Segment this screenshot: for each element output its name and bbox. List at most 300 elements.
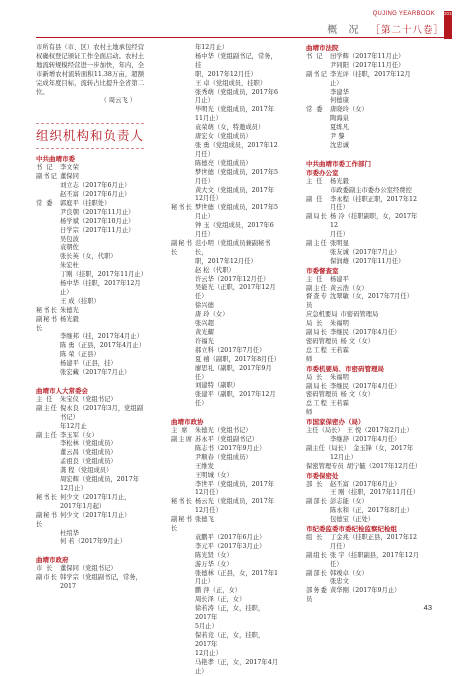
person-row	[171, 605, 279, 623]
position-label	[36, 449, 60, 458]
person-name: 苏永平（党组副书记）	[195, 435, 258, 443]
position-label: 副秘书长	[171, 516, 193, 533]
person-name: 张秀萌（党组成员，2017年6月止）	[195, 88, 279, 105]
position-label: 主任（局长）	[306, 427, 344, 435]
person-name: 胡宁毓（2017年12月任）	[346, 462, 422, 470]
person-row	[306, 311, 420, 320]
person-row	[36, 218, 144, 227]
position-label: 副局长	[306, 382, 328, 390]
position-label: 副部长	[306, 498, 328, 506]
group-heading: 曲靖市政府	[36, 556, 69, 565]
person-row	[171, 472, 279, 481]
person-name: 郭庭平（挂职处）	[60, 199, 111, 207]
person-name: 廖思礼（副职，2017年9月任）	[195, 364, 272, 381]
person-name: 李继民（2017年4月任）	[330, 382, 401, 390]
person-name: 李继辞（2017年4月任）	[330, 435, 401, 443]
position-label	[36, 280, 60, 298]
person-name: 金玉锋（女，2017年	[353, 444, 414, 452]
position-label	[306, 436, 330, 445]
person-name: 李文荣	[60, 164, 79, 172]
person-name: 保若竞（正，女，挂职，2017年	[195, 631, 265, 648]
position-label: 副主任	[36, 431, 58, 439]
person-row	[306, 240, 420, 249]
person-name: 李光评（挂职，2017年12月止）	[330, 70, 411, 87]
person-row	[36, 342, 144, 351]
person-row	[36, 440, 144, 449]
person-name: 职，2017年12月任）	[195, 257, 257, 265]
position-label	[171, 445, 195, 454]
position-label: 副书记	[36, 173, 58, 181]
position-label	[306, 249, 330, 258]
person-row	[306, 276, 420, 285]
group-heading: 中共曲靖市委工作部门	[306, 159, 371, 168]
person-name: 职，2017年12月任）	[195, 70, 257, 78]
person-name: 唐 玲（女）	[195, 311, 229, 319]
person-row	[306, 436, 420, 445]
person-row	[306, 347, 420, 365]
person-name: 刘立志（2017年6月止）	[60, 182, 131, 190]
position-label	[306, 133, 330, 142]
running-header	[327, 21, 444, 36]
person-row	[306, 454, 420, 463]
person-name: 陈志书（2017年9月止）	[195, 444, 266, 452]
position-label: 副组长	[306, 551, 328, 559]
position-label	[36, 253, 60, 262]
position-label: 常 委	[306, 106, 324, 114]
person-name: 杨 文（女）	[340, 391, 374, 399]
group-heading: 曲靖市法院	[306, 44, 339, 52]
position-label	[36, 191, 60, 200]
position-label	[36, 236, 60, 245]
person-row	[36, 262, 144, 271]
person-name: 王 卓（党组成员，挂职）	[195, 79, 267, 87]
position-label	[171, 142, 195, 160]
position-label	[171, 365, 195, 383]
person-name: 马艳孝（正，女，2017年4月止）	[195, 658, 279, 675]
person-name: 赵 松（代职）	[195, 266, 235, 274]
person-row	[36, 164, 144, 173]
person-name: 杨学斌（2017年10月止）	[60, 217, 135, 225]
subgroup-heading: 市委督查室	[306, 266, 339, 275]
person-name: 许福光	[195, 337, 214, 345]
person-row	[306, 463, 420, 472]
person-row	[36, 253, 144, 262]
person-row	[306, 142, 420, 151]
person-name: 梦世德（党组成员，2017年5月任）	[195, 168, 279, 185]
position-label	[171, 338, 195, 347]
section-title: 组织机构和负责人	[36, 128, 145, 144]
person-name: 2017年1月起）	[60, 502, 106, 510]
person-name: 田学辉（2017年11月止）	[330, 52, 405, 60]
person-name: 朱宝仪（党组书记）	[60, 395, 117, 403]
person-name: 夏 禧（副职，2017年8月任）	[195, 355, 281, 363]
position-label	[36, 440, 60, 449]
person-row	[306, 187, 420, 196]
person-row	[171, 133, 279, 142]
person-name: 张德飞	[195, 516, 214, 524]
person-name: 张长英（女，代职）	[60, 253, 117, 261]
person-name: 张 勇（党组成员，2017年12月任）	[195, 141, 278, 158]
position-label: 部 长	[306, 480, 324, 488]
position-label	[171, 552, 195, 561]
person-name: 李元平（2017年3月止）	[195, 542, 266, 550]
person-name: 包德宝（正处）	[330, 516, 375, 524]
position-label: 副主任（局长）	[306, 444, 351, 452]
person-name: 周长泽（正，女）	[195, 596, 246, 604]
position-label: 局 长	[306, 373, 324, 381]
position-label	[171, 231, 195, 240]
person-row	[171, 516, 279, 534]
person-name: 王 悦（2017年2月止）	[346, 427, 413, 435]
position-label: 市 长	[36, 565, 54, 573]
person-row	[171, 650, 279, 659]
position-label: 副 任	[306, 195, 324, 203]
person-row	[36, 191, 144, 200]
position-label	[171, 258, 195, 267]
position-label: 秘书长	[171, 498, 193, 506]
position-label	[306, 516, 330, 525]
subgroup-heading: 市委机要局、市密码管理局	[306, 364, 384, 373]
group-heading: 中共曲靖市委	[36, 155, 75, 164]
people-list	[171, 44, 279, 409]
person-row	[171, 240, 279, 258]
person-row	[36, 458, 144, 467]
intro-paragraph: 市所有县（市、区）农村土地承包经营权确权登记颁证工作全面启动。农村土地流转规模经营进一步加快，年内，全市新增农村流转面积11.38万亩，超额完成年度目标，流转占比提升全省第二位。	[36, 44, 144, 96]
person-row	[306, 115, 420, 124]
person-row	[306, 71, 420, 89]
position-label	[36, 209, 60, 218]
person-name: 尹同阳（2017年11月任）	[330, 61, 405, 69]
people-list	[306, 53, 420, 151]
person-row	[171, 427, 279, 436]
person-row	[171, 89, 279, 107]
person-name: 年12月止）	[195, 44, 229, 51]
position-label	[171, 160, 195, 169]
person-row	[36, 182, 144, 191]
position-label	[171, 382, 195, 391]
person-name: 赵丕富（2017年6月止）	[330, 480, 401, 488]
position-label	[36, 271, 60, 280]
person-row	[171, 80, 279, 89]
person-name: 唐晓玲（女）	[330, 106, 368, 114]
position-label	[171, 311, 195, 320]
position-label	[171, 133, 195, 142]
header-chapter: ［第二十八卷］	[370, 24, 444, 36]
person-row	[36, 565, 144, 574]
position-label	[171, 650, 195, 659]
person-row	[36, 538, 144, 547]
person-row	[306, 213, 420, 231]
person-row	[306, 391, 420, 400]
person-name: 袁朝佐	[60, 244, 79, 252]
person-row	[306, 196, 420, 214]
person-name: 钟 玉（党组成员，2017年6	[195, 222, 274, 230]
person-row	[306, 338, 420, 347]
person-row	[306, 320, 420, 329]
person-name: 董保同（党组书记）	[60, 565, 117, 573]
position-label: 副秘书长	[171, 239, 193, 256]
person-name: 月任）	[195, 231, 214, 239]
position-label: 主 任	[306, 275, 324, 283]
person-name: 李永程（挂职正职，2017年12月任）	[330, 195, 418, 212]
person-row	[171, 222, 279, 231]
position-label: 主 任	[36, 395, 54, 403]
person-name: 沈忠诚	[330, 141, 349, 149]
person-name: 朱德光（党组书记）	[195, 427, 252, 435]
position-label	[306, 115, 330, 124]
position-label: 副局长	[306, 213, 328, 221]
position-label	[171, 463, 195, 472]
position-label	[171, 587, 195, 596]
person-row	[171, 124, 279, 133]
person-row	[36, 360, 144, 369]
people-list	[306, 276, 420, 365]
person-row	[306, 97, 420, 106]
person-name: 何 若（2017年9月止）	[60, 538, 127, 546]
position-label	[306, 62, 330, 71]
person-row	[171, 463, 279, 472]
position-label: 书 记	[306, 52, 324, 60]
position-label	[36, 244, 60, 253]
person-name: 彭志能（女）	[330, 498, 368, 506]
person-row	[171, 534, 279, 543]
position-label: 常 委	[36, 199, 54, 207]
person-row	[306, 178, 420, 187]
position-label	[171, 632, 195, 650]
person-row	[171, 284, 279, 302]
person-name: 王若霖	[330, 346, 349, 354]
person-row	[171, 71, 279, 80]
position-label: 督查专员	[306, 293, 328, 310]
group-heading: 曲靖市人大常委会	[36, 387, 88, 395]
person-name: 尹 黎	[330, 133, 345, 141]
person-name: 何少文（2017年1月止，	[60, 493, 131, 501]
person-row	[171, 142, 279, 160]
person-row	[171, 169, 279, 187]
person-row	[306, 374, 420, 383]
position-label	[36, 530, 60, 539]
page-number: 43	[423, 603, 432, 612]
subgroup-heading: 市委办公室	[306, 168, 339, 177]
person-row	[36, 244, 144, 253]
person-name: 董云昌（党组成员）	[60, 449, 117, 457]
person-row	[171, 44, 279, 53]
person-name: 张建平（副职，2017年12月任）	[195, 391, 276, 408]
person-name: 徐兴德	[195, 302, 214, 310]
person-row	[171, 160, 279, 169]
person-name: 王维发	[195, 462, 214, 470]
person-row	[171, 187, 279, 205]
person-name: 月任）	[330, 231, 349, 239]
position-label	[36, 351, 60, 360]
header-rule	[36, 37, 452, 38]
position-label	[306, 489, 330, 498]
person-row	[306, 534, 420, 552]
person-row	[306, 133, 420, 142]
position-label	[306, 89, 330, 98]
person-name: 王 成（挂职）	[60, 297, 100, 305]
person-row	[36, 503, 144, 512]
person-name: 韩学宗（党组副书记，常务，2017	[60, 574, 142, 591]
person-name: 夏练凡	[330, 124, 349, 132]
person-row	[36, 271, 148, 280]
person-row	[171, 632, 279, 650]
position-label: 主 席	[171, 427, 189, 435]
column-2	[171, 44, 279, 676]
group-heading: 曲靖市政协	[171, 418, 204, 427]
people-list	[306, 178, 420, 267]
person-row	[36, 280, 144, 298]
position-label: 副书记	[306, 70, 328, 78]
person-row	[171, 53, 279, 71]
position-label	[306, 97, 330, 106]
position-label	[171, 320, 195, 329]
person-row	[171, 320, 279, 329]
column-1	[36, 44, 148, 592]
subgroup-heading: 市纪委监委市委纪检监察纪检组	[306, 525, 397, 534]
person-row	[171, 391, 279, 409]
person-name: 尹良朝（2017年11月止）	[60, 208, 135, 216]
person-name: 杨光毅	[60, 315, 79, 323]
person-row	[171, 258, 279, 267]
people-list	[36, 565, 144, 592]
position-label: 副主任	[306, 240, 328, 248]
person-name: 市密码管理局	[340, 311, 379, 319]
position-label	[306, 142, 330, 151]
person-row	[171, 267, 279, 276]
person-row	[36, 405, 144, 423]
person-row	[36, 209, 144, 218]
person-name: 孟祖良（党组成员）	[60, 458, 117, 466]
person-name: 李玉军（女）	[60, 431, 98, 439]
person-name: 董保同	[60, 173, 79, 181]
person-row	[36, 476, 144, 494]
position-label	[171, 534, 195, 543]
position-label: 局 长	[306, 320, 324, 328]
person-name: 日学宗（2017年11月止）	[60, 226, 135, 234]
person-name: 市政委副主市委办公室经费控	[330, 186, 412, 194]
person-row	[306, 427, 420, 436]
person-name: 李建华	[330, 88, 349, 96]
person-row	[171, 106, 279, 124]
subgroup-heading: 市国家保密办（局）	[306, 418, 365, 427]
person-row	[36, 369, 144, 378]
position-label	[171, 106, 195, 124]
person-row	[171, 543, 279, 552]
position-label	[171, 53, 195, 71]
person-name: 保润雄（2017年11月任）	[330, 257, 405, 265]
subgroup-heading: 市委保密处	[306, 471, 339, 480]
person-row	[36, 227, 144, 236]
person-row	[306, 231, 420, 240]
person-name: 黄华刚（2017年9月止）	[330, 587, 401, 595]
person-name: 杜绍华	[60, 529, 79, 537]
person-name: 张忠文	[330, 578, 349, 586]
person-row	[171, 659, 279, 676]
person-name: 张友诚（2017年7月止）	[330, 248, 401, 256]
position-label	[171, 44, 195, 53]
person-name: 沈翠敏（女，2017年7月任）	[330, 293, 414, 301]
people-list	[306, 374, 420, 419]
person-name: 鹏 萍（正，女）	[195, 587, 242, 595]
person-row	[306, 53, 420, 62]
person-name: 陈 荣（正县）	[60, 351, 100, 359]
person-row	[36, 316, 144, 334]
person-row	[306, 498, 420, 507]
person-name: 毕明光（党组成员，2017年11月止）	[195, 106, 274, 123]
position-label	[36, 538, 60, 547]
person-row	[171, 204, 279, 222]
person-row	[306, 552, 420, 570]
person-name: 张德林（正县，女，2017年1月止）	[195, 569, 279, 586]
chapter-tab: 2019	[444, 11, 452, 39]
person-row	[36, 307, 144, 316]
person-name: 尹顺春（党组成员）	[195, 453, 252, 461]
person-name: 杨中华（挂职，2017年12月止）	[60, 280, 141, 296]
position-label	[306, 124, 330, 133]
person-name: 许云华（2017年12月任）	[195, 275, 270, 283]
person-row	[36, 236, 144, 245]
person-row	[306, 445, 420, 454]
header-section: 概 况	[327, 25, 363, 36]
position-label	[306, 187, 330, 196]
intro-source: （ 周云飞 ）	[100, 97, 136, 105]
position-label	[36, 262, 60, 271]
person-name: 杨光毅	[330, 177, 349, 185]
person-name: 唐宏女（党组成员）	[195, 133, 252, 141]
person-name: 丁金兆（挂职正县，2017年12月任）	[330, 533, 418, 550]
position-label	[171, 481, 195, 499]
position-label: 副主任	[306, 284, 328, 292]
position-label	[171, 561, 195, 570]
position-label	[171, 570, 195, 588]
position-label	[36, 476, 60, 494]
position-label: 副部长	[306, 569, 328, 577]
position-label: 总工程师	[306, 346, 328, 363]
position-label	[171, 284, 195, 302]
person-name: 徐若涛（正，女，挂职，2017年	[195, 605, 265, 622]
person-name: 丁刚（挂职，2017年11月止）	[60, 271, 148, 279]
person-name: 赵丕富（2017年6月止）	[60, 190, 131, 198]
person-row	[171, 231, 279, 240]
position-label	[36, 182, 60, 191]
person-name: 杨云光（党组成员，2017年12月任）	[195, 498, 274, 515]
person-name: 杨建平（正县，挂）	[60, 360, 117, 368]
person-name: 何少文（2017年1月止）	[60, 511, 131, 519]
person-name: 12月止）	[195, 649, 222, 657]
position-label: 副主席	[171, 435, 193, 443]
position-label	[36, 369, 60, 378]
person-row	[171, 498, 279, 516]
person-row	[171, 311, 279, 320]
person-name: 朱福明	[330, 320, 349, 328]
position-label	[171, 454, 195, 463]
people-list	[36, 164, 148, 378]
position-label	[171, 89, 195, 107]
person-name: 李继邦（挂，2017年4月止）	[60, 333, 144, 341]
position-label	[36, 227, 60, 236]
position-label: 部务委员	[306, 587, 328, 604]
people-list	[306, 481, 420, 526]
person-row	[171, 481, 279, 499]
position-label	[171, 222, 195, 231]
position-label	[36, 467, 60, 476]
position-label: 副市长	[36, 574, 58, 582]
position-label	[36, 333, 60, 342]
person-name: 杨 冷（挂职副职，女，2017年12	[330, 213, 418, 230]
person-row	[171, 445, 279, 454]
person-name: 陈光贤（女）	[195, 551, 233, 559]
